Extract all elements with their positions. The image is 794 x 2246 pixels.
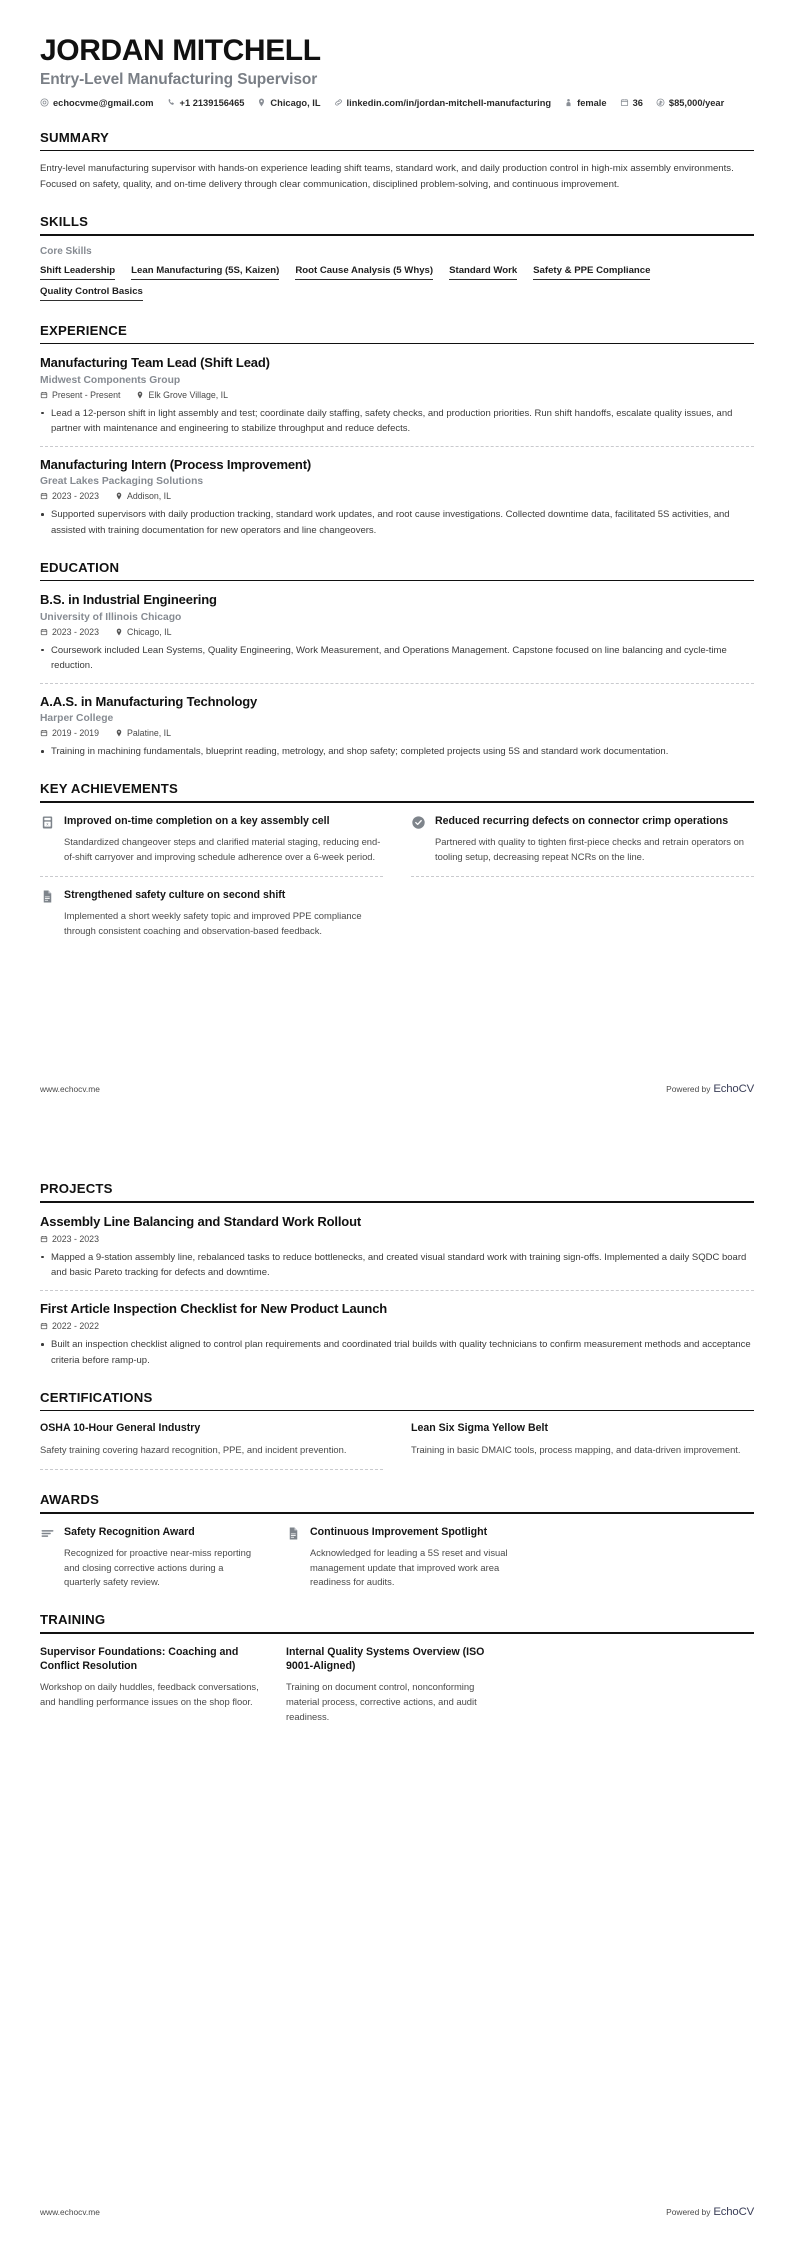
entry-location — [115, 728, 171, 738]
page-footer — [40, 2206, 754, 2218]
skill-chip: Lean Manufacturing (5S, Kaizen) — [131, 263, 279, 280]
entry-bullets — [40, 406, 754, 436]
section-title-awards: AWARDS — [40, 1492, 100, 1508]
entry-title: Manufacturing Team Lead (Shift Lead) — [40, 355, 270, 371]
section-title-training: TRAINING — [40, 1612, 106, 1628]
award-item — [286, 1514, 508, 1591]
section-divider — [40, 234, 754, 236]
contact-age — [620, 98, 643, 108]
entry-meta — [40, 728, 754, 738]
entry-location-text: Elk Grove Village, IL — [148, 389, 228, 400]
phone-icon — [167, 98, 176, 107]
training-description: Workshop on daily huddles, feedback conversations, and handling performance issues on the shop floor. — [40, 1681, 259, 1707]
entry-dates — [40, 491, 99, 501]
resume-header — [40, 34, 754, 108]
entry-dates-text: 2023 - 2023 — [52, 491, 99, 502]
footer-site[interactable]: www.echocv.me — [40, 1084, 100, 1094]
section-projects — [40, 1181, 754, 1368]
certifications-grid — [40, 1411, 754, 1470]
skill-chip: Shift Leadership — [40, 263, 115, 280]
footer-powered-label: Powered by — [666, 1084, 711, 1094]
section-skills — [40, 214, 754, 301]
summary-text: Entry-level manufacturing supervisor with hands-on experience leading shift teams, standard work, and daily production control in high-mix assembly environments. Focused on safety, quality, and on-time delivery through clear communication, disciplined problem-solving, and continuous improvement. — [40, 163, 734, 190]
resume-page-2 — [0, 1123, 794, 2246]
bullet-item: Lead a 12-person shift in light assembly and test; coordinate daily staffing, safety checks, and production priorities. Run shift handoffs, escalate quality issues, and partner with maintenance and engineering to stabilize throughput and reduce defects. — [40, 406, 754, 436]
entry-title: Manufacturing Intern (Process Improvement) — [40, 457, 312, 473]
entry-organization: Harper College — [40, 713, 114, 725]
contact-linkedin-text: linkedin.com/in/jordan-mitchell-manufacturing — [346, 97, 552, 108]
document-icon — [286, 1526, 301, 1541]
entry-location — [115, 491, 171, 501]
bullet-item: Training in machining fundamentals, blueprint reading, metrology, and shop safety; completed projects using 5S and standard work documentation. — [40, 744, 754, 759]
link-icon — [334, 98, 343, 107]
entry-bullets — [40, 744, 754, 759]
achievement-title: Strengthened safety culture on second shift — [64, 888, 286, 901]
entry-meta — [40, 491, 754, 501]
footer-site[interactable]: www.echocv.me — [40, 2207, 100, 2217]
entry-location-text: Chicago, IL — [126, 626, 172, 637]
entry-dates-text: 2023 - 2023 — [52, 1233, 99, 1244]
section-title-education: EDUCATION — [40, 559, 120, 575]
svg-text:x: x — [46, 821, 49, 827]
footer-powered-label: Powered by — [666, 2207, 711, 2217]
email-icon — [40, 98, 49, 107]
awards-grid-spacer — [532, 1514, 754, 1591]
entry-bullets — [40, 1250, 754, 1280]
location-icon — [136, 391, 144, 399]
section-title-certifications: CERTIFICATIONS — [40, 1389, 153, 1405]
skill-chip: Quality Control Basics — [40, 284, 143, 301]
footer-powered-by — [666, 1083, 754, 1095]
section-experience — [40, 323, 754, 538]
entry-location — [115, 627, 172, 637]
entry-dates — [40, 728, 99, 738]
training-item — [40, 1634, 262, 1725]
project-entry — [40, 1290, 754, 1368]
contact-salary-text: $85,000/year — [668, 97, 725, 108]
page-footer — [40, 1083, 754, 1095]
entry-title: Assembly Line Balancing and Standard Work Rollout — [40, 1213, 362, 1229]
certification-description: Training in basic DMAIC tools, process mapping, and data-driven improvement. — [411, 1444, 741, 1456]
training-title: Internal Quality Systems Overview (ISO 9001-Aligned) — [286, 1645, 485, 1672]
entry-meta — [40, 627, 754, 637]
certification-item — [411, 1411, 754, 1470]
calendar-icon — [40, 492, 48, 500]
section-title-skills: SKILLS — [40, 214, 89, 230]
section-summary — [40, 130, 754, 193]
contact-phone-text: +1 2139156465 — [179, 97, 245, 108]
achievement-item — [40, 877, 383, 950]
skills-group-label: Core Skills — [40, 245, 92, 257]
footer-brand: EchoCV — [713, 2206, 754, 2218]
entry-dates-text: Present - Present — [52, 389, 121, 400]
calendar-icon — [620, 98, 629, 107]
certification-item — [40, 1411, 383, 1470]
calculator-icon — [40, 815, 55, 830]
achievement-title: Improved on-time completion on a key assembly cell — [64, 814, 330, 827]
awards-grid — [40, 1514, 754, 1591]
job-headline: Entry-Level Manufacturing Supervisor — [40, 70, 318, 88]
certification-title: Lean Six Sigma Yellow Belt — [411, 1422, 548, 1435]
award-description: Recognized for proactive near-miss reporting and closing corrective actions during a quarterly safety review. — [64, 1546, 252, 1588]
location-icon — [115, 729, 123, 737]
entry-dates — [40, 1321, 99, 1331]
list-icon — [40, 1526, 55, 1541]
entry-organization: University of Illinois Chicago — [40, 611, 182, 623]
section-training — [40, 1612, 754, 1724]
entry-location-text: Addison, IL — [126, 491, 171, 502]
section-title-experience: EXPERIENCE — [40, 322, 128, 338]
skill-chip: Standard Work — [449, 263, 517, 280]
bullet-item: Coursework included Lean Systems, Quality Engineering, Work Measurement, and Operations Management. Capstone focused on line balancing and cycle-time reduction. — [40, 643, 754, 673]
contact-gender-text: female — [577, 97, 607, 108]
calendar-icon — [40, 729, 48, 737]
entry-bullets — [40, 507, 754, 537]
entry-bullets — [40, 1337, 754, 1367]
person-icon — [564, 98, 573, 107]
award-description: Acknowledged for leading a 5S reset and visual management update that improved work area readiness for audits. — [310, 1546, 508, 1588]
achievement-description: Standardized changeover steps and clarified material staging, reducing end-of-shift carryover and improving schedule adherence over a 6-week period. — [64, 836, 381, 862]
entry-dates-text: 2022 - 2022 — [52, 1321, 99, 1332]
contact-location[interactable] — [257, 98, 320, 108]
entry-dates — [40, 627, 99, 637]
document-icon — [40, 889, 55, 904]
section-education — [40, 560, 754, 760]
bullet-item: Mapped a 9-station assembly line, rebalanced tasks to reduce bottlenecks, and created visual standard work with training sign-offs. Implemented a daily SQDC board and basic Pareto tracking for defects and downtime. — [40, 1250, 754, 1280]
section-certifications — [40, 1390, 754, 1470]
entry-dates-text: 2023 - 2023 — [52, 626, 99, 637]
award-title: Continuous Improvement Spotlight — [310, 1525, 488, 1538]
section-awards — [40, 1492, 754, 1590]
training-grid-spacer — [532, 1634, 754, 1725]
achievement-description: Partnered with quality to tighten first-piece checks and retrain operators on tooling setup, decreasing repeat NCRs on the line. — [435, 836, 745, 862]
entry-meta — [40, 390, 754, 400]
education-entry — [40, 683, 754, 759]
entry-title: B.S. in Industrial Engineering — [40, 592, 217, 608]
contact-gender — [564, 98, 606, 108]
location-icon — [257, 98, 266, 107]
location-icon — [115, 628, 123, 636]
contact-age-text: 36 — [632, 97, 643, 108]
training-grid — [40, 1634, 754, 1725]
section-title-summary: SUMMARY — [40, 129, 110, 145]
training-title: Supervisor Foundations: Coaching and Conflict Resolution — [40, 1645, 239, 1672]
achievements-grid — [40, 803, 754, 950]
salary-icon — [656, 98, 665, 107]
contact-linkedin[interactable] — [334, 98, 552, 108]
calendar-icon — [40, 1235, 48, 1243]
entry-dates — [40, 1234, 99, 1244]
location-icon — [115, 492, 123, 500]
skill-chip: Root Cause Analysis (5 Whys) — [295, 263, 433, 280]
contact-row — [40, 98, 754, 108]
contact-salary — [656, 98, 724, 108]
section-title-projects: PROJECTS — [40, 1181, 113, 1196]
skill-chip: Safety & PPE Compliance — [533, 263, 650, 280]
entry-bullets — [40, 643, 754, 673]
section-key-achievements — [40, 781, 754, 949]
bullet-item: Supported supervisors with daily production tracking, standard work updates, and root cause investigations. Collected downtime data, facilitated 5S activities, and assisted with training documentation for new operators and line changeovers. — [40, 507, 754, 537]
entry-organization: Great Lakes Packaging Solutions — [40, 476, 204, 488]
achievements-grid-spacer — [411, 877, 754, 950]
certification-description: Safety training covering hazard recognition, PPE, and incident prevention. — [40, 1444, 347, 1456]
training-description: Training on document control, nonconforming material process, corrective actions, and audit readiness. — [286, 1681, 477, 1722]
contact-email-text: echocvme@gmail.com — [53, 97, 154, 108]
calendar-icon — [40, 391, 48, 399]
experience-entry — [40, 446, 754, 538]
section-divider — [40, 150, 754, 152]
footer-powered-by — [666, 2206, 754, 2218]
entry-title: First Article Inspection Checklist for New Product Launch — [40, 1301, 388, 1317]
page-title: JORDAN MITCHELL — [40, 34, 321, 67]
achievement-description: Implemented a short weekly safety topic and improved PPE compliance through consistent coaching and observation-based feedback. — [64, 910, 362, 936]
achievement-item — [411, 803, 754, 877]
project-entry — [40, 1203, 754, 1281]
entry-meta — [40, 1321, 754, 1331]
entry-dates-text: 2019 - 2019 — [52, 728, 99, 739]
award-item — [40, 1514, 262, 1591]
award-title: Safety Recognition Award — [64, 1525, 195, 1538]
achievement-item — [40, 803, 383, 877]
entry-dates — [40, 390, 120, 400]
section-title-achievements: KEY ACHIEVEMENTS — [40, 781, 179, 797]
entry-organization: Midwest Components Group — [40, 374, 181, 386]
entry-location — [136, 390, 228, 400]
bullet-item: Built an inspection checklist aligned to control plan requirements and coordinated trial builds with quality technicians to confirm measurement methods and acceptance criteria before ramp-up. — [40, 1337, 754, 1367]
calendar-icon — [40, 628, 48, 636]
entry-meta — [40, 1234, 754, 1244]
calendar-icon — [40, 1322, 48, 1330]
achievement-title: Reduced recurring defects on connector crimp operations — [435, 814, 729, 827]
entry-title: A.A.S. in Manufacturing Technology — [40, 693, 258, 709]
skills-list — [40, 263, 754, 301]
contact-email[interactable] — [40, 98, 154, 108]
contact-location-text: Chicago, IL — [270, 97, 321, 108]
education-entry — [40, 581, 754, 673]
contact-phone[interactable] — [167, 98, 245, 108]
check-circle-icon — [411, 815, 426, 830]
footer-brand: EchoCV — [713, 1083, 754, 1095]
entry-location-text: Palatine, IL — [126, 728, 171, 739]
experience-entry — [40, 344, 754, 436]
certification-title: OSHA 10-Hour General Industry — [40, 1422, 201, 1435]
training-item — [286, 1634, 508, 1725]
